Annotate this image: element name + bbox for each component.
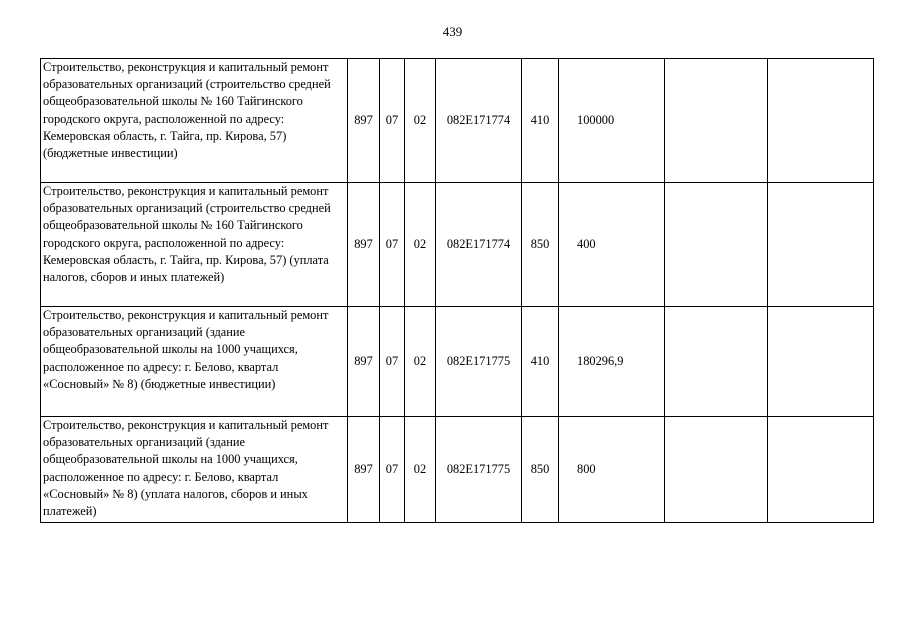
subsection-code: 02 (405, 183, 436, 307)
budget-table (40, 58, 874, 523)
subsection-code: 02 (405, 307, 436, 417)
empty-cell (665, 417, 768, 523)
amount-cell: 400 (559, 183, 665, 307)
empty-cell (665, 59, 768, 183)
ministry-code: 897 (348, 307, 380, 417)
empty-cell (665, 307, 768, 417)
ministry-code: 897 (348, 59, 380, 183)
subsection-code: 02 (405, 417, 436, 523)
table-row (41, 417, 874, 523)
amount-cell: 100000 (559, 59, 665, 183)
section-code: 07 (380, 183, 405, 307)
section-code: 07 (380, 307, 405, 417)
empty-cell (768, 183, 874, 307)
table-row (41, 59, 874, 183)
expense-type-code: 410 (522, 307, 559, 417)
empty-cell (665, 183, 768, 307)
row-description: Строительство, реконструкция и капитальный ремонт образовательных организаций (здание общеобразовательной школы на 1000 учащихся, расположенное по адресу: г. Белово, квартал «Сосновый» № 8) (уплата налогов, сборов и иных платежей) (41, 417, 348, 523)
expense-type-code: 850 (522, 183, 559, 307)
expense-type-code: 850 (522, 417, 559, 523)
empty-cell (768, 417, 874, 523)
page-number: 439 (442, 24, 463, 39)
row-description: Строительство, реконструкция и капитальный ремонт образовательных организаций (строительство средней общеобразовательной школы № 160 Тайгинского городского округа, расположенной по адресу: Кемеровская область, г. Тайга, пр. Кирова, 57) (уплата налогов, сборов и иных платежей) (41, 183, 348, 307)
section-code: 07 (380, 417, 405, 523)
target-article-code: 082Е171775 (436, 417, 522, 523)
section-code: 07 (380, 59, 405, 183)
table-row (41, 183, 874, 307)
table-row (41, 307, 874, 417)
empty-cell (768, 59, 874, 183)
subsection-code: 02 (405, 59, 436, 183)
amount-cell: 800 (559, 417, 665, 523)
row-description: Строительство, реконструкция и капитальный ремонт образовательных организаций (здание общеобразовательной школы на 1000 учащихся, расположенное по адресу: г. Белово, квартал «Сосновый» № 8) (бюджетные инвестиции) (41, 307, 348, 417)
row-description: Строительство, реконструкция и капитальный ремонт образовательных организаций (строительство средней общеобразовательной школы № 160 Тайгинского городского округа, расположенной по адресу: Кемеровская область, г. Тайга, пр. Кирова, 57) (бюджетные инвестиции) (41, 59, 348, 183)
empty-cell (768, 307, 874, 417)
ministry-code: 897 (348, 183, 380, 307)
amount-cell: 180296,9 (559, 307, 665, 417)
target-article-code: 082Е171774 (436, 59, 522, 183)
target-article-code: 082Е171774 (436, 183, 522, 307)
expense-type-code: 410 (522, 59, 559, 183)
target-article-code: 082Е171775 (436, 307, 522, 417)
ministry-code: 897 (348, 417, 380, 523)
